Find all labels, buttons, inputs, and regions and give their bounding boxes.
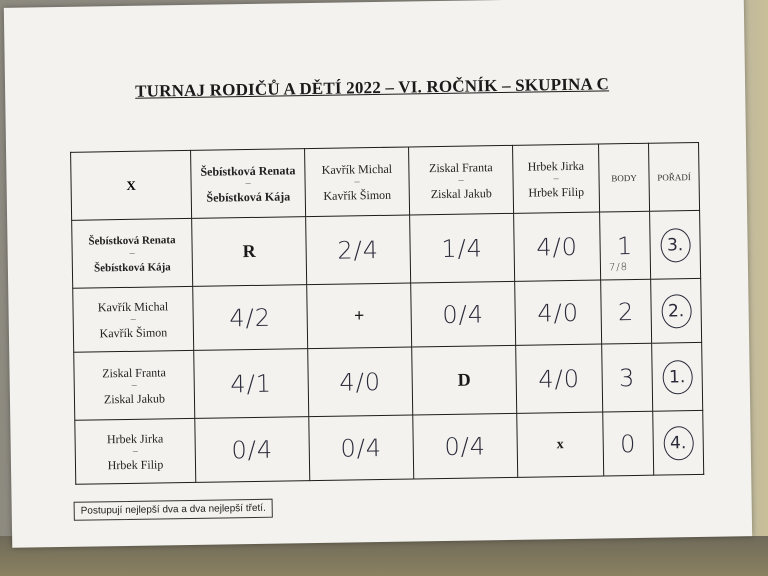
points-cell: 0 <box>603 411 654 476</box>
result-cell: 4/0 <box>308 347 413 417</box>
rank-cell <box>653 410 704 475</box>
rank-circle: 2. <box>661 294 692 328</box>
result-cell: 1/4 <box>410 213 515 283</box>
rank-circle: 4. <box>663 426 694 460</box>
row-header-team-3: Ziskal Franta – Ziskal Jakub <box>74 350 195 420</box>
result-cell: R <box>192 217 307 287</box>
rank-circle: 3. <box>660 228 691 262</box>
table-row <box>73 278 702 352</box>
table-row <box>74 342 703 420</box>
footer-note: Postupují nejlepší dva a dva nejlepší třetí. <box>74 499 273 521</box>
result-cell: 0/4 <box>195 417 310 483</box>
result-cell: 4/1 <box>194 349 309 419</box>
table-row <box>75 410 704 484</box>
result-cell: 4/0 <box>516 344 603 413</box>
result-cell: 0/4 <box>413 413 518 479</box>
points-note: 7/8 <box>608 262 629 274</box>
rank-cell <box>650 210 701 279</box>
points-cell: 2 <box>601 279 652 344</box>
column-header-team-2: Kavřík Michal – Kavřík Šimon <box>305 147 410 217</box>
column-header-body: BODY <box>599 143 650 212</box>
points-cell: 1 7/8 <box>600 211 651 280</box>
result-cell: 0/4 <box>309 415 414 481</box>
column-header-team-4: Hrbek Jirka – Hrbek Filip <box>513 144 600 213</box>
paper-sheet <box>4 0 752 548</box>
row-header-team-2: Kavřík Michal – Kavřík Šimon <box>73 286 194 352</box>
result-cell: + <box>307 283 412 349</box>
rank-circle: 1. <box>662 360 693 394</box>
corner-cell: X <box>71 150 192 220</box>
result-cell: x <box>517 412 604 477</box>
result-cell: 4/0 <box>514 212 601 281</box>
result-cell: D <box>412 345 517 415</box>
column-header-team-1: Šebístková Renata – Šebístková Kája <box>191 149 306 219</box>
result-cell: 0/4 <box>411 281 516 347</box>
result-cell: 4/2 <box>193 285 308 351</box>
result-cell: 2/4 <box>306 215 411 285</box>
header-row <box>71 142 700 220</box>
results-table <box>70 142 704 485</box>
result-cell: 4/0 <box>515 280 602 345</box>
row-header-team-4: Hrbek Jirka – Hrbek Filip <box>75 418 196 484</box>
points-cell: 3 <box>602 343 653 412</box>
rank-cell <box>652 342 703 411</box>
rank-cell <box>651 278 702 343</box>
column-header-team-3: Ziskal Franta – Ziskal Jakub <box>409 145 514 215</box>
table-row <box>72 210 701 288</box>
row-header-team-1: Šebístková Renata – Šebístková Kája <box>72 218 193 288</box>
page-title: TURNAJ RODIČŮ A DĚTÍ 2022 – VI. ROČNÍK – SKUPINA C <box>134 74 610 101</box>
column-header-poradi: POŘADÍ <box>649 142 700 211</box>
